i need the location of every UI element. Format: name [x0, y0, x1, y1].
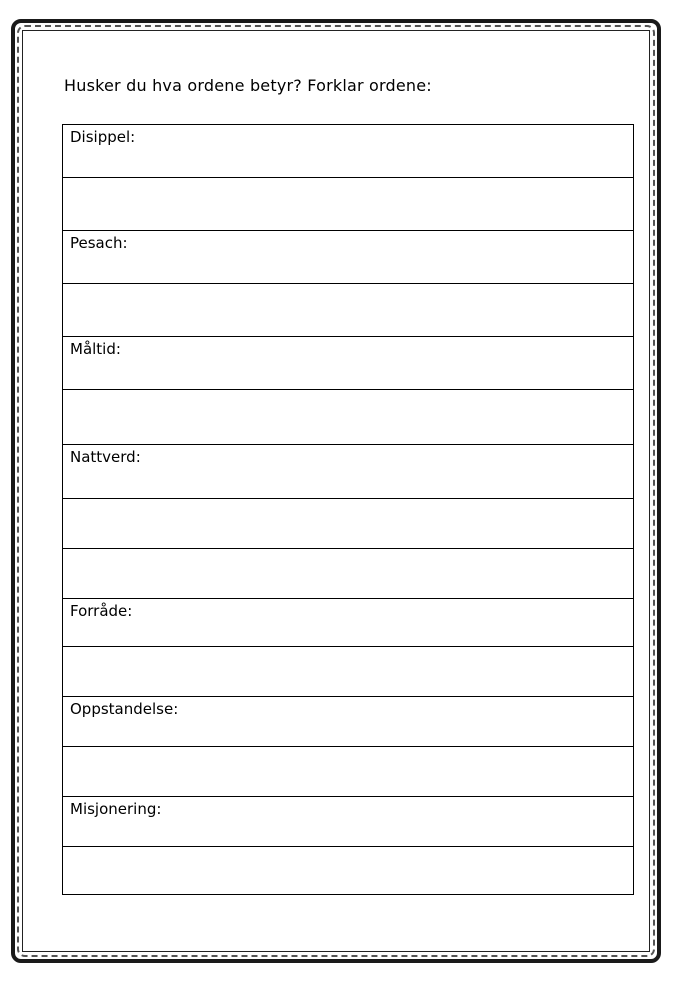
term-row-forrade	[63, 599, 633, 647]
answer-row-maltid[interactable]	[63, 390, 633, 445]
worksheet-heading: Husker du hva ordene betyr? Forklar ordene:	[64, 76, 432, 95]
term-label: Pesach:	[70, 234, 128, 252]
term-row-disippel	[63, 125, 633, 178]
term-label: Nattverd:	[70, 448, 141, 466]
term-row-pesach	[63, 231, 633, 284]
term-label: Forråde:	[70, 602, 133, 620]
word-table	[62, 124, 634, 895]
answer-row-pesach[interactable]	[63, 284, 633, 337]
term-label: Misjonering:	[70, 800, 162, 818]
term-label: Måltid:	[70, 340, 121, 358]
term-row-oppstandelse	[63, 697, 633, 747]
term-row-nattverd	[63, 445, 633, 499]
answer-row-disippel[interactable]	[63, 178, 633, 231]
term-row-maltid	[63, 337, 633, 390]
answer-row-misjonering[interactable]	[63, 847, 633, 893]
term-label: Oppstandelse:	[70, 700, 179, 718]
answer-row-nattverd-1[interactable]	[63, 499, 633, 549]
term-row-misjonering	[63, 797, 633, 847]
answer-row-nattverd-2[interactable]	[63, 549, 633, 599]
answer-row-oppstandelse[interactable]	[63, 747, 633, 797]
answer-row-forrade[interactable]	[63, 647, 633, 697]
term-label: Disippel:	[70, 128, 136, 146]
